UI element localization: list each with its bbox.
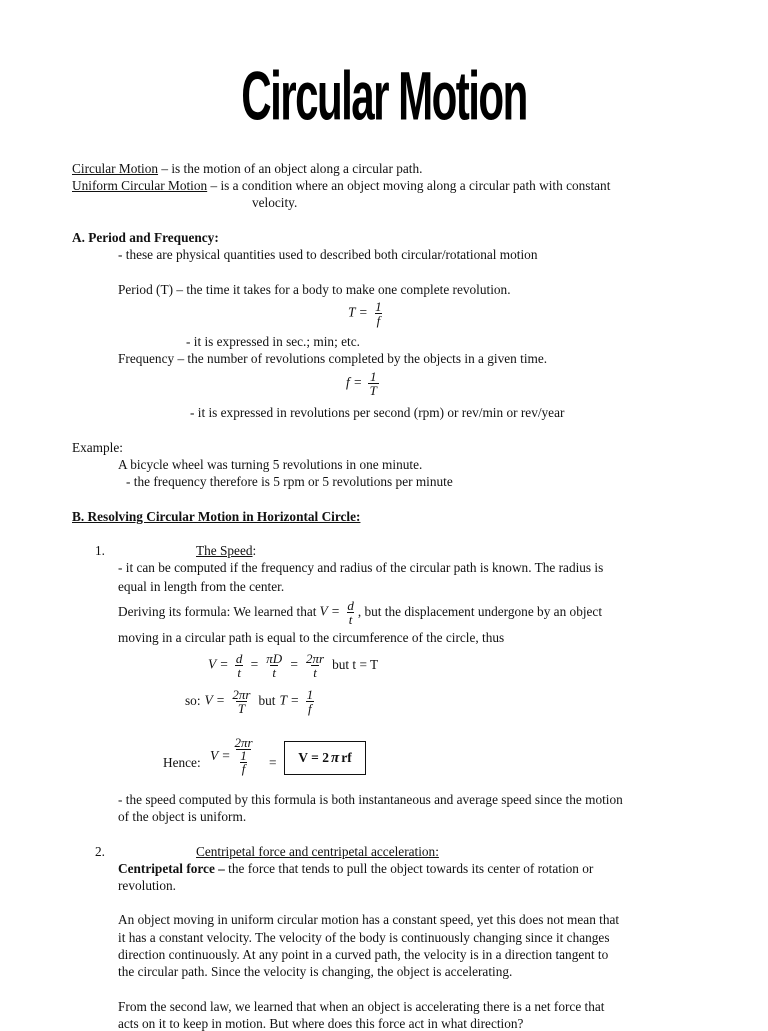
but-t-text: but t = T [332,657,379,673]
period-formula-inline: T = $\frac{1}{f}$ [279,686,314,716]
item-1-line-1: - it can be computed if the frequency and radius of the circular path is known. The radius is [118,560,604,575]
but-label: but [258,693,276,709]
period-units: - it is expressed in sec.; min; etc. [186,334,360,349]
velocity-derivation-formula: V = $\frac{d}{t}$ = $\frac{\pi D}{t}$ = $\frac{2\pi r}{t}$ [208,650,325,680]
section-a-intro: - these are physical quantities used to described both circular/rotational motion [118,247,538,262]
so-label: so: [185,693,201,709]
boxed-speed-formula [284,741,366,775]
section-b-heading: B. Resolving Circular Motion in Horizontal Circle: [72,509,361,524]
item-1-title-text: The Speed [196,543,253,558]
velocity-formula-inline: V = $\frac{d}{t}$ [319,597,354,627]
page-title: Circular Motion [241,58,527,135]
definition-uniform-circular-motion [72,179,610,192]
example-line-2: - the frequency therefore is 5 rpm or 5 revolutions per minute [126,474,453,489]
speed-note-2: of the object is uniform. [118,809,247,824]
paragraph-1-line-1: An object moving in uniform circular motion has a constant speed, yet this does not mean that [118,912,620,927]
term-uniform-circular-motion: Uniform Circular Motion [72,178,208,193]
definition-continuation: velocity. [252,195,298,210]
paragraph-2-line-2: acts on it to keep in motion. But where does this force act in what direction? [118,1016,524,1031]
item-1-line-2: equal in length from the center. [118,579,285,594]
frequency-definition: Frequency – the number of revolutions completed by the objects in a given time. [118,351,548,366]
centripetal-force-text: the force that tends to pull the object towards its center of rotation or [224,861,594,876]
paragraph-1-line-4: the circular path. Since the velocity is changing, the object is accelerating. [118,964,513,979]
term-circular-motion: Circular Motion [72,161,159,176]
item-1-colon: : [252,543,257,558]
speed-note-1: - the speed computed by this formula is both instantaneous and average speed since the motion [118,792,623,807]
deriving-text-a: Deriving its formula: We learned that [118,604,317,620]
period-definition: Period (T) – the time it takes for a body to make one complete revolution. [118,282,511,297]
centripetal-force-continuation: revolution. [118,878,176,893]
paragraph-1-line-3: direction continuously. At any point in a curved path, the velocity is in a direction tangent to [118,947,609,962]
hence-label: Hence: [163,755,201,770]
period-formula: T = $\frac{1}{f}$ [348,299,382,328]
definition-text: – is the motion of an object along a circular path. [158,161,423,176]
centripetal-force-term: Centripetal force – [118,861,225,876]
item-1-number: 1. [95,543,105,558]
velocity-derivation [208,648,378,682]
equals-sign: = [269,755,277,770]
frequency-units: - it is expressed in revolutions per second (rpm) or rev/min or rev/year [190,405,565,420]
example-line-1: A bicycle wheel was turning 5 revolutions in one minute. [118,457,423,472]
paragraph-1-line-2: it has a constant velocity. The velocity of the body is continuously changing since it changes [118,930,610,945]
deriving-text-b: , but the displacement undergone by an object [357,604,603,620]
definition-circular-motion [72,162,422,175]
item-2-number: 2. [95,844,105,859]
item-1-title [196,544,256,557]
so-line [185,685,317,717]
hence-formula: V = $\frac{2\pi r}{\frac{1}{f}}$ [210,735,253,776]
example-label: Example: [72,440,123,455]
frequency-formula: f = $\frac{1}{T}$ [346,369,377,398]
velocity-period-formula: V = $\frac{2\pi r}{T}$ [204,686,251,716]
deriving-line [118,597,602,627]
definition-text: – is a condition where an object moving along a circular path with constant [207,178,611,193]
centripetal-force-definition [118,862,593,875]
paragraph-2-line-1: From the second law, we learned that when an object is accelerating there is a net force that [118,999,605,1014]
section-a-heading: A. Period and Frequency: [72,230,219,245]
deriving-line-2: moving in a circular path is equal to the circumference of the circle, thus [118,630,505,645]
boxed-formula-part-b: rf [341,750,352,765]
boxed-formula-part-a: V = 2 [298,750,329,765]
pi-symbol: π [331,749,340,766]
item-2-title: Centripetal force and centripetal acceleration: [196,844,439,859]
